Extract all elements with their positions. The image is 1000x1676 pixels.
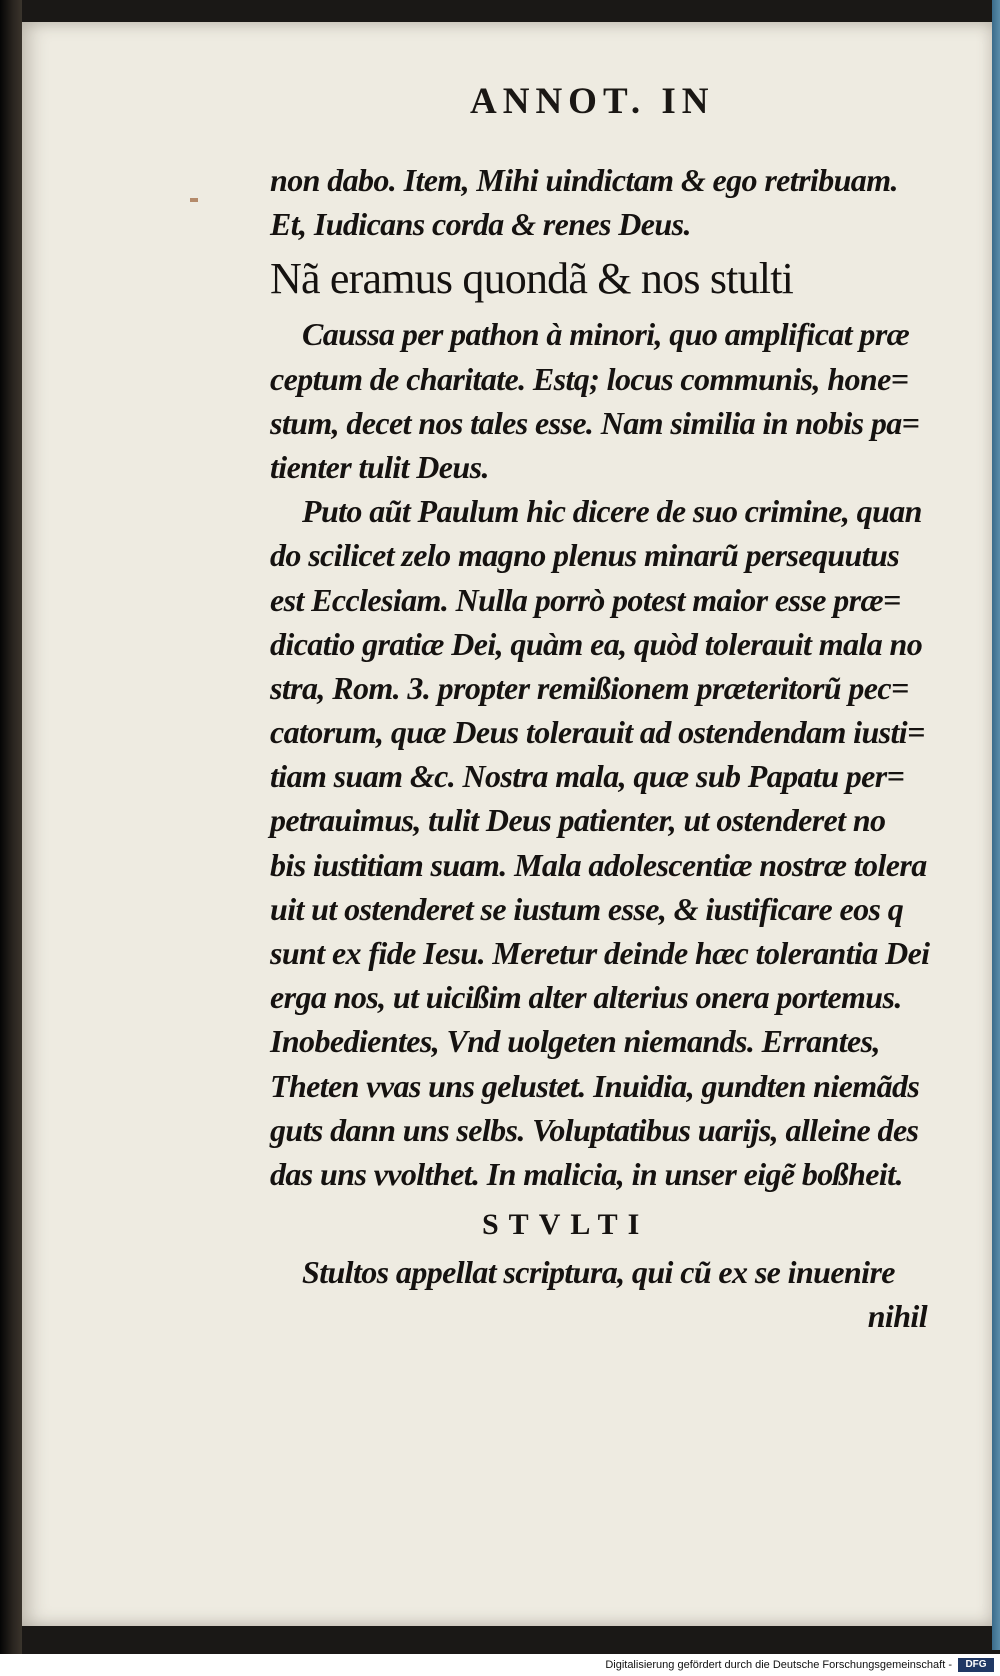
- section-heading: Nã eramus quondã & nos stulti: [270, 254, 794, 304]
- text-line: Caussa per pathon à minori, quo amplificat præ: [302, 316, 910, 353]
- catchword: nihil: [867, 1298, 927, 1335]
- running-title: ANNOT. IN: [470, 81, 715, 122]
- text-line: guts dann uns selbs. Voluptatibus uarijs, alleine des: [270, 1111, 919, 1148]
- text-line: non dabo. Item, Mihi uindictam & ego retribuam.: [270, 162, 898, 198]
- text-line: stum, decet nos tales esse. Nam similia in nobis pa=: [270, 404, 920, 441]
- text-line: stra, Rom. 3. propter remißionem præteritorũ pec=: [270, 669, 909, 706]
- text-line: Et, Iudicans corda & renes Deus.: [270, 206, 691, 243]
- subheading: STVLTI: [482, 1208, 650, 1242]
- text-line: erga nos, ut uicißim alter alterius onera portemus.: [270, 979, 902, 1016]
- text-line: das uns vvolthet. In malicia, in unser eigẽ boßheit.: [270, 1155, 903, 1192]
- text-line: tiam suam &c. Nostra mala, quæ sub Papatu per=: [270, 758, 905, 795]
- text-line: bis iustitiam suam. Mala adolescentiæ nostræ tolera: [270, 846, 927, 883]
- text-line: Inobedientes, Vnd uolgeten niemands. Errantes,: [270, 1023, 880, 1060]
- ink-mark: [190, 198, 198, 202]
- text-line: tienter tulit Deus.: [270, 448, 489, 485]
- text-line: ceptum de charitate. Estq; locus communis, hone=: [270, 360, 909, 397]
- text-line: Theten vvas uns gelustet. Inuidia, gundten niemãds: [270, 1067, 920, 1104]
- digitization-credit: Digitalisierung gefördert durch die Deutsche Forschungsgemeinschaft -: [0, 1654, 1000, 1676]
- dfg-logo: DFG: [958, 1658, 994, 1672]
- text-line: petrauimus, tulit Deus patienter, ut ostenderet no: [270, 802, 886, 839]
- text-line: sunt ex fide Iesu. Meretur deinde hæc tolerantia Dei: [270, 935, 930, 971]
- text-line: do scilicet zelo magno plenus minarũ persequutus: [270, 537, 900, 574]
- text-line: Stultos appellat scriptura, qui cũ ex se inuenire: [302, 1254, 895, 1291]
- text-line: catorum, quæ Deus tolerauit ad ostendendam iusti=: [270, 714, 925, 751]
- text-line: dicatio gratiæ Dei, quàm ea, quòd tolerauit mala no: [270, 625, 923, 662]
- book-spine: [0, 0, 22, 1676]
- body-text: [270, 158, 935, 1339]
- page-edge: [992, 0, 1000, 1650]
- text-line: uit ut ostenderet se iustum esse, & iustificare eos q: [270, 890, 904, 927]
- text-line: est Ecclesiam. Nulla porrò potest maior esse præ=: [270, 581, 901, 618]
- text-line: Puto aũt Paulum hic dicere de suo crimine, quan: [302, 493, 922, 530]
